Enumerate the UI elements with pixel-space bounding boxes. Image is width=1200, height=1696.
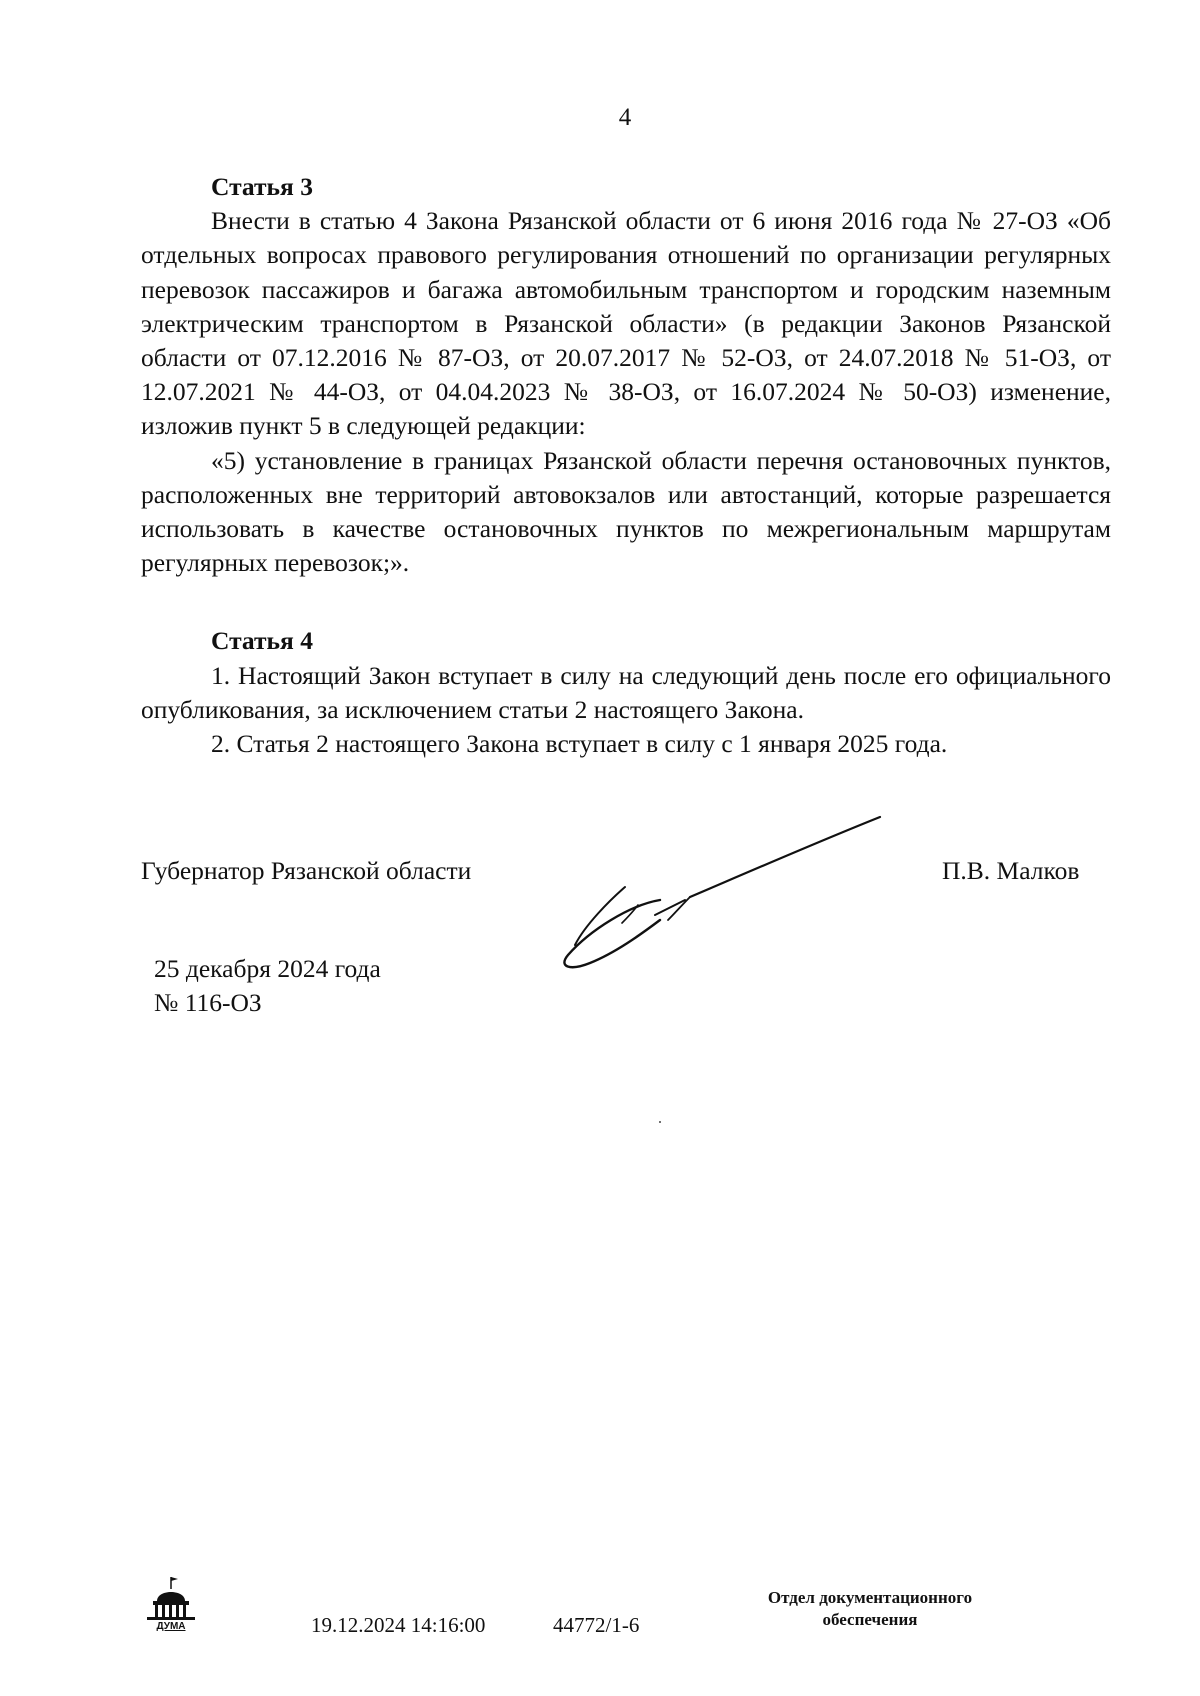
footer-document-code: 44772/1-6 — [553, 1613, 640, 1637]
footer-department-line-2: обеспечения — [822, 1610, 918, 1629]
footer-timestamp: 19.12.2024 14:16:00 — [311, 1613, 486, 1637]
article-4-paragraph-1: 1. Настоящий Закон вступает в силу на следующий день после его официального опубликования, за исключением статьи 2 настоящего Закона. — [141, 660, 1111, 724]
article-3-heading: Статья 3 — [211, 172, 313, 201]
footer-department — [730, 1587, 1010, 1631]
signatory-title: Губернатор Рязанской области — [141, 856, 472, 885]
article-3-paragraph-1: Внести в статью 4 Закона Рязанской области от 6 июня 2016 года № 27-ОЗ «Об отдельных вопросах правового регулирования отношений по организации регулярных перевозок пассажиров и багажа автомобильным транспортом и городским наземным электрическим транспортом в Рязанской области» (в редакции Законов Рязанской области от 07.12.2016 № 87-ОЗ, от 20.07.2017 № 52-ОЗ, от 24.07.2018 № 51-ОЗ, от 12.07.2021 № 44-ОЗ, от 04.04.2023 № 38-ОЗ, от 16.07.2024 № 50-ОЗ) изменение, изложив пункт 5 в следующей редакции: — [141, 206, 1111, 441]
law-number: № 116-ОЗ — [154, 988, 262, 1017]
signing-date: 25 декабря 2024 года — [154, 954, 381, 983]
article-4-paragraph-2: 2. Статья 2 настоящего Закона вступает в силу с 1 января 2025 года. — [211, 729, 948, 759]
svg-text:ДУМА: ДУМА — [156, 1621, 186, 1631]
stray-dot — [659, 1121, 661, 1123]
article-4-heading: Статья 4 — [211, 626, 313, 656]
document-body — [141, 170, 1111, 761]
article-3-paragraph-2: «5) установление в границах Рязанской области перечня остановочных пунктов, расположенных вне территорий автовокзалов или автостанций, которые разрешается использовать в качестве остановочных пунктов по межрегиональным маршрутам регулярных перевозок;». — [141, 445, 1111, 578]
signatory-name: П.В. Малков — [942, 856, 1080, 885]
footer-department-line-1: Отдел документационного — [767, 1588, 973, 1607]
date-block — [154, 952, 381, 1020]
page-number: 4 — [618, 104, 632, 131]
handwritten-signature — [550, 805, 890, 975]
duma-building-icon — [143, 1575, 199, 1631]
